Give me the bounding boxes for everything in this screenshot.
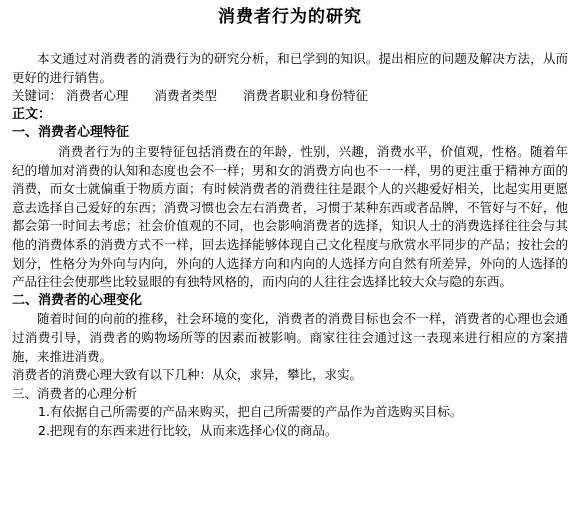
keywords-label: 关键词：	[12, 88, 63, 104]
document-title: 消费者行为的研究	[218, 7, 362, 27]
keyword-item: 消费者职业和身份特征	[243, 88, 369, 104]
title-spacer	[12, 36, 568, 50]
body-label: 正文：	[12, 106, 52, 122]
section-paragraph: 消费者的消费心理大致有以下几种：从众，求异，攀比，求实。	[12, 367, 363, 383]
section-paragraph: 随着时间的向前的推移，社会环境的变化，消费者的消费目标也会不一样，消费者的心理也会通过消费引导，消费者的购物场所等的因素而被影响。商家往往会通过这一表现来进行相应的方案措施，来推进消费。	[12, 311, 568, 364]
section-heading: 二、消费者的心理变化	[12, 292, 143, 308]
section-heading: 一、消费者心理特征	[12, 125, 130, 141]
keyword-item: 消费者类型	[154, 88, 218, 104]
list-item: 2.把现有的东西来进行比较，从而来选择心仪的商品。	[38, 422, 338, 438]
abstract-paragraph: 本文通过对消费者的消费行为的研究分析，和已学到的知识。提出相应的问题及解决方法，从而更好的进行销售。	[12, 51, 568, 85]
section-heading: 三、消费者的心理分析	[12, 385, 138, 401]
list-item: 1.有依据自己所需要的产品来购买，把自己所需要的产品作为首选购买目标。	[38, 404, 463, 420]
section-paragraph: 消费者行为的主要特征包括消费在的年龄，性别，兴趣，消费水平，价值观，性格。随着年纪的增加对消费的认知和态度也会不一样；男和女的消费方向也不一一样，男的更注重于精神方面的消费，而女士就偏重于物质方面；有时候消费者的消费往往是跟个人的兴趣爱好相关，比起实用更愿意去选择自己爱好的东西；消费习惯也会左右消费者，习惯于某种东西或者品牌，不管好与不好，他都会第一时间去考虑；社会价值观的不同，也会影响消费者的选择，知识人士的消费选择往往会与其他的消费体系的消费方式不一样，回去选择能够体现自己文化程度与欣赏水平同步的产品；按社会的划分，性格分为外向与内向，外向的人选择方向和内向的人选择方向自然有所差异，外向的人选择的产品往往会使那些比较显眼的有独特风格的，而内向的人往往会选择比较大众与隐的东西。	[12, 143, 568, 290]
keyword-item: 消费者心理	[66, 88, 129, 104]
keywords-line	[12, 87, 568, 106]
